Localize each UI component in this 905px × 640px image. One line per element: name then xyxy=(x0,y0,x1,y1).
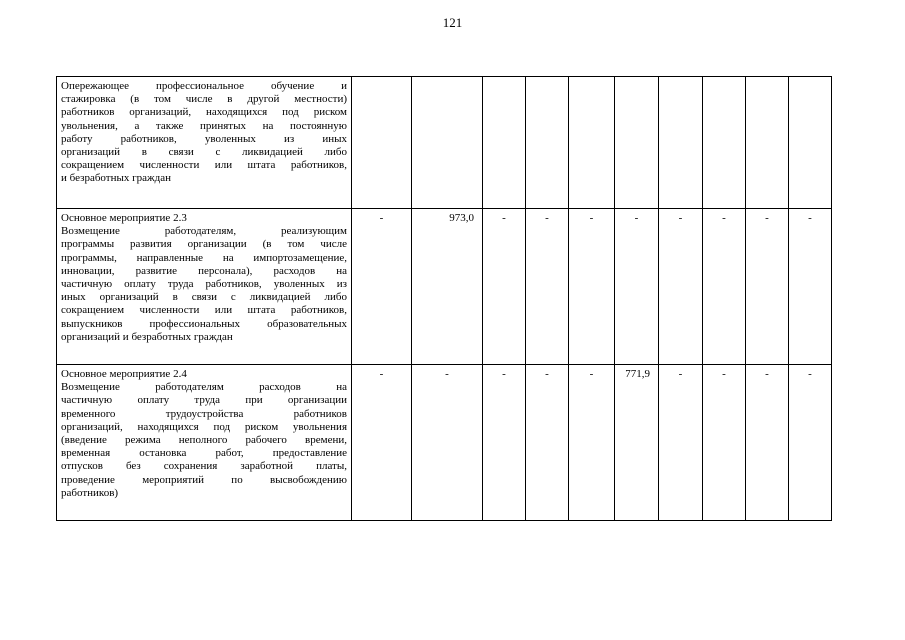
table-row xyxy=(57,209,832,365)
measure-description-cell xyxy=(57,77,352,209)
value-cell: - xyxy=(703,365,746,521)
value-cell: 771,9 xyxy=(615,365,659,521)
description-line: инновации, развитие персонала), расходов на xyxy=(61,264,347,277)
description-line: сокращением численности или штата работников, xyxy=(61,304,347,317)
value-cell: - xyxy=(412,365,483,521)
description-line: стажировка (в том числе в другой местности) xyxy=(61,93,347,106)
description-line: частичную оплату труда работников, уволенных из xyxy=(61,278,347,291)
value-cell: - xyxy=(526,365,569,521)
description-line: временного трудоустройства работников xyxy=(61,407,347,420)
value-cell: - xyxy=(659,365,703,521)
value-cell: - xyxy=(352,365,412,521)
description-line: сокращением численности или штата работников, xyxy=(61,159,347,172)
description-line: работников организаций, находящихся под риском xyxy=(61,106,347,119)
description-line: выпускников профессиональных образовательных xyxy=(61,317,347,330)
description-line: программы развития организации (в том числе xyxy=(61,238,347,251)
description-line: и безработных граждан xyxy=(61,172,171,185)
description-line: увольнения, а также принятых на постоянную xyxy=(61,119,347,132)
value-cell: - xyxy=(746,209,789,365)
description-line: Возмещение работодателям, реализующим xyxy=(61,225,347,238)
description-line: работников) xyxy=(61,486,119,499)
value-cell xyxy=(615,77,659,209)
value-cell xyxy=(569,77,615,209)
description-line: проведение мероприятий по высвобождению xyxy=(61,473,347,486)
description-line: Возмещение работодателям расходов на xyxy=(61,381,347,394)
measure-description-cell xyxy=(57,209,352,365)
value-cell: - xyxy=(703,209,746,365)
page-number: 121 xyxy=(442,15,463,30)
description-line: частичную оплату труда при организации xyxy=(61,394,347,407)
value-cell: - xyxy=(483,209,526,365)
description-line: программы, направленные на импортозамещение, xyxy=(61,251,347,264)
value-cell xyxy=(746,77,789,209)
description-line: работу работников, уволенных из иных xyxy=(61,132,347,145)
value-cell: - xyxy=(615,209,659,365)
measure-description-cell xyxy=(57,365,352,521)
value-cell: - xyxy=(746,365,789,521)
value-cell: - xyxy=(789,209,832,365)
value-cell: - xyxy=(789,365,832,521)
value-cell xyxy=(526,77,569,209)
description-line: отпусков без сохранения заработной платы, xyxy=(61,460,347,473)
value-cell: 973,0 xyxy=(412,209,483,365)
value-cell xyxy=(703,77,746,209)
description-line: организаций в связи с ликвидацией либо xyxy=(61,146,347,159)
description-line: временная остановка работ, предоставление xyxy=(61,447,347,460)
description-line: Основное мероприятие 2.3 xyxy=(61,212,187,224)
description-line: организаций, находящихся под риском увольнения xyxy=(61,420,347,433)
description-line: Основное мероприятие 2.4 xyxy=(61,368,187,380)
value-cell: - xyxy=(569,209,615,365)
value-cell: - xyxy=(483,365,526,521)
budget-table xyxy=(56,76,832,521)
value-cell: - xyxy=(352,209,412,365)
description-line: (введение режима неполного рабочего времени, xyxy=(61,434,347,447)
description-line: Опережающее профессиональное обучение и xyxy=(61,80,347,92)
description-line: организаций и безработных граждан xyxy=(61,330,233,343)
value-cell: - xyxy=(526,209,569,365)
table-row xyxy=(57,77,832,209)
value-cell xyxy=(352,77,412,209)
value-cell: - xyxy=(659,209,703,365)
value-cell xyxy=(659,77,703,209)
description-line: иных организаций в связи с ликвидацией либо xyxy=(61,291,347,304)
value-cell xyxy=(412,77,483,209)
table-row xyxy=(57,365,832,521)
value-cell xyxy=(483,77,526,209)
value-cell xyxy=(789,77,832,209)
value-cell: - xyxy=(569,365,615,521)
